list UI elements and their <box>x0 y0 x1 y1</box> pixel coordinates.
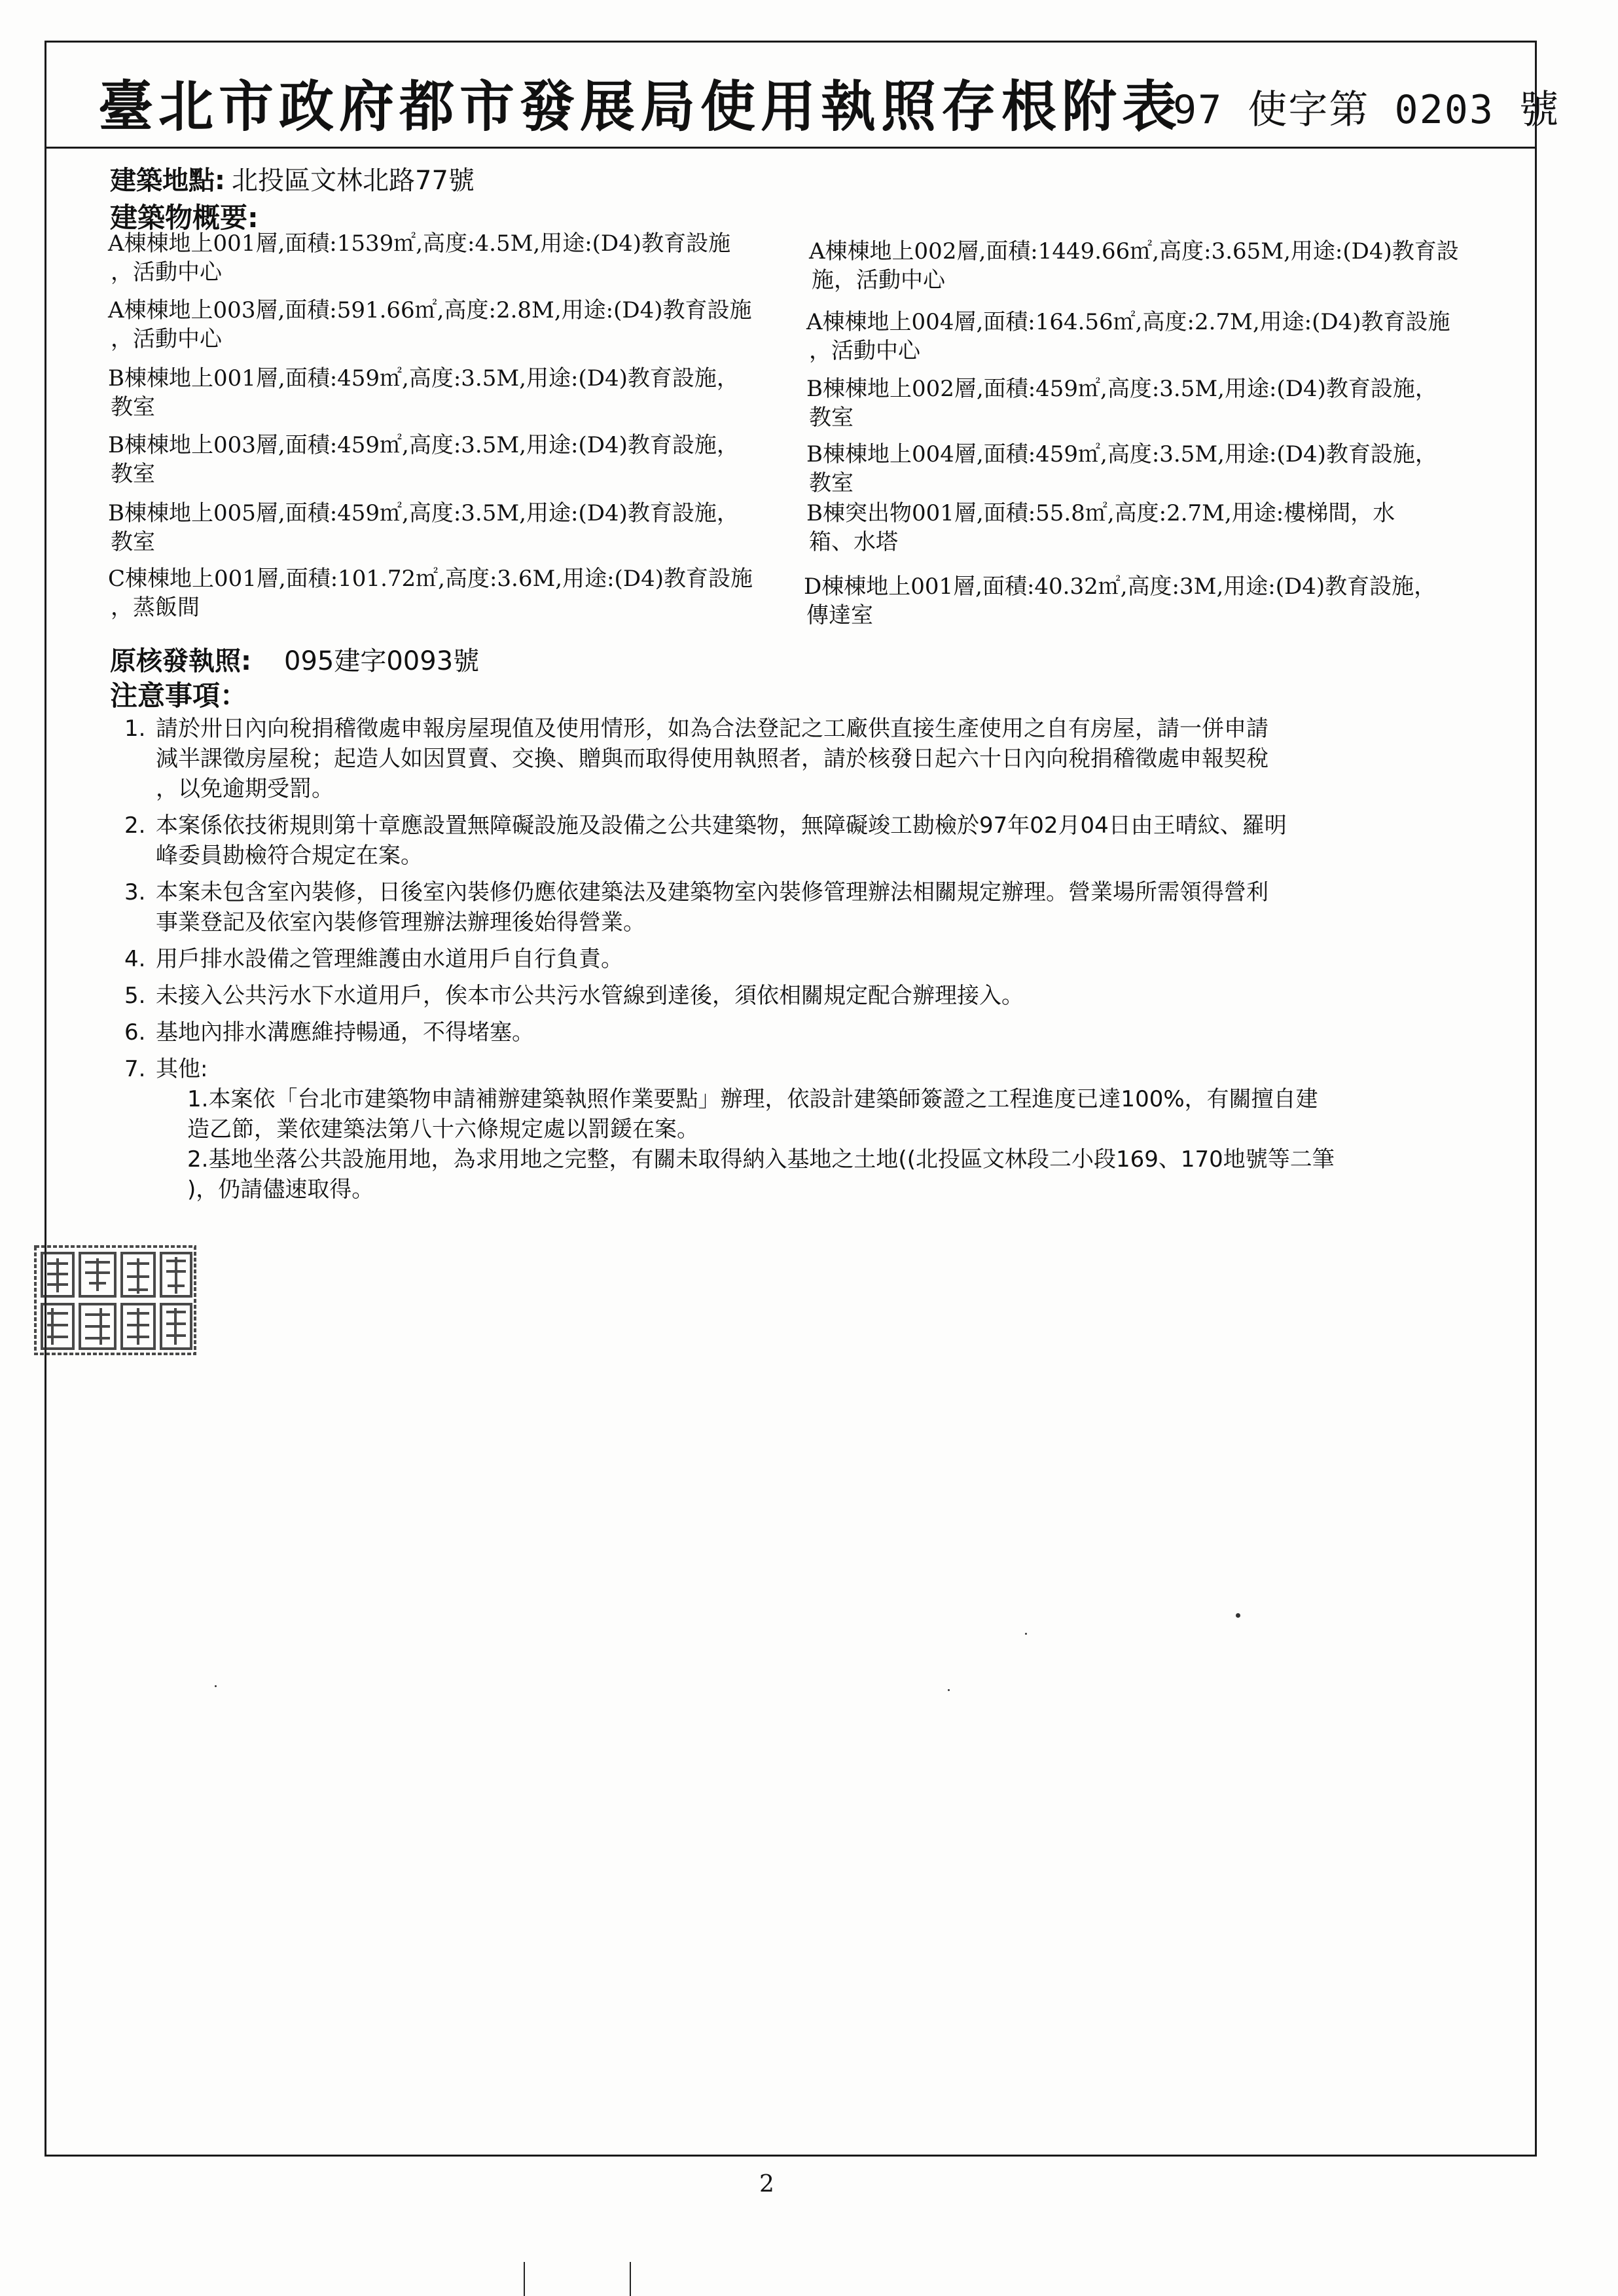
scan-speck <box>215 1685 217 1687</box>
note-item: 3. 本案未包含室內裝修，日後室內裝修仍應依建築法及建築物室內裝修管理辦法相關規定辦理。營業場所需領得營利 事業登記及依室內裝修管理辦法辦理後始得營業。 <box>124 879 1268 936</box>
title-divider <box>45 147 1537 149</box>
note-item: 6. 基地內排水溝應維持暢通，不得堵塞。 <box>124 1019 534 1046</box>
building-item: B棟棟地上001層,面積:459㎡,高度:3.5M,用途:(D4)教育設施， 教室 <box>108 365 739 420</box>
building-item: B棟棟地上003層,面積:459㎡,高度:3.5M,用途:(D4)教育設施， 教室 <box>108 432 739 487</box>
notes-label: 注意事項： <box>110 680 248 712</box>
location-label: 建築地點: <box>110 166 225 196</box>
note-item: 1. 請於卅日內向稅捐稽徵處申報房屋現值及使用情形，如為合法登記之工廠供直接生產使用之自有房屋，請一併申請 減半課徵房屋稅；起造人如因買賣、交換、贈與而取得使用執照者，請於核發日起六十日內向稅捐稽徵處申報契稅 ，以免逾期受罰。 <box>124 716 1268 802</box>
note-item: 4. 用戶排水設備之管理維護由水道用戶自行負責。 <box>124 946 623 972</box>
building-item: B棟突出物001層,面積:55.8㎡,高度:2.7M,用途:樓梯間，水 箱、水塔 <box>806 500 1395 555</box>
original-permit-label: 原核發執照: <box>110 646 251 676</box>
note-sub-item: 2.基地坐落公共設施用地，為求用地之完整，有關未取得納入基地之土地((北投區文林段二小段169、170地號等二筆 )，仍請儘速取得。 <box>187 1146 1335 1203</box>
original-permit-value: 095建字0093號 <box>284 646 480 676</box>
note-item: 7. 其他: 1.本案依「台北市建築物申請補辦建築執照作業要點」辦理，依設計建築師簽證之工程進度已達100%，有關擅自建 造乙節，業依建築法第八十六條規定處以罰鍰在案。 2.基地坐落公共設施用地，為求用地之完整，有關未取得納入基地之土地((北投區文林段二小段169、170地號等二筆 )，仍請儘速取得。 <box>124 1054 1512 1205</box>
location-row <box>110 160 475 197</box>
building-item: B棟棟地上004層,面積:459㎡,高度:3.5M,用途:(D4)教育設施， 教室 <box>806 441 1437 496</box>
location-value: 北投區文林北路77號 <box>232 166 475 196</box>
building-item: A棟棟地上002層,面積:1449.66㎡,高度:3.65M,用途:(D4)教育設 施，活動中心 <box>809 238 1459 293</box>
official-seal-stamp <box>33 1244 198 1357</box>
notes-list <box>124 714 1512 1211</box>
binding-mark <box>524 2262 525 2296</box>
building-item: A棟棟地上001層,面積:1539㎡,高度:4.5M,用途:(D4)教育設施 ，活動中心 <box>108 230 731 285</box>
building-item: B棟棟地上005層,面積:459㎡,高度:3.5M,用途:(D4)教育設施， 教室 <box>108 500 739 555</box>
note-item: 2. 本案係依技術規則第十章應設置無障礙設施及設備之公共建築物，無障礙竣工勘檢於97年02月04日由王晴紋、羅明 峰委員勘檢符合規定在案。 <box>124 812 1287 869</box>
building-item: B棟棟地上002層,面積:459㎡,高度:3.5M,用途:(D4)教育設施， 教室 <box>806 376 1437 431</box>
document-title: 臺北市政府都市發展局使用執照存根附表 <box>98 74 1183 139</box>
binding-mark <box>630 2262 631 2296</box>
scan-speck <box>1025 1633 1027 1635</box>
overview-label: 建築物概要: <box>110 202 259 234</box>
scan-speck <box>948 1689 950 1691</box>
scan-speck <box>1236 1613 1240 1618</box>
page-number: 2 <box>759 2171 774 2198</box>
building-item: C棟棟地上001層,面積:101.72㎡,高度:3.6M,用途:(D4)教育設施 ，蒸飯間 <box>108 566 753 621</box>
note-item: 5. 未接入公共污水下水道用戶，俟本市公共污水管線到達後，須依相關規定配合辦理接入。 <box>124 983 1024 1009</box>
permit-number: 97 使字第 0203 號 <box>1173 87 1560 133</box>
building-item: A棟棟地上003層,面積:591.66㎡,高度:2.8M,用途:(D4)教育設施 ，活動中心 <box>108 297 752 352</box>
note-sub-item: 1.本案依「台北市建築物申請補辦建築執照作業要點」辦理，依設計建築師簽證之工程進度已達100%，有關擅自建 造乙節，業依建築法第八十六條規定處以罰鍰在案。 <box>187 1086 1318 1142</box>
building-item: D棟棟地上001層,面積:40.32㎡,高度:3M,用途:(D4)教育設施， 傳達室 <box>804 574 1437 629</box>
building-item: A棟棟地上004層,面積:164.56㎡,高度:2.7M,用途:(D4)教育設施 ，活動中心 <box>806 309 1450 364</box>
original-permit-row <box>110 640 479 678</box>
